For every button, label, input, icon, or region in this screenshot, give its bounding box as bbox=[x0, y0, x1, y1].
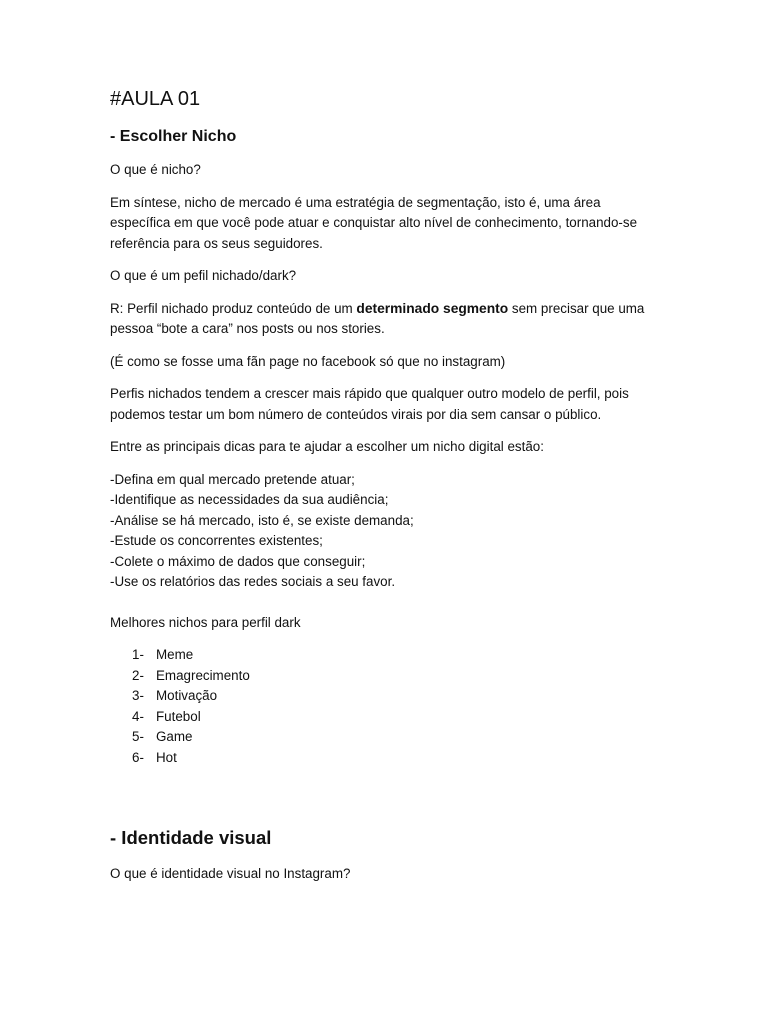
list-number: 4- bbox=[132, 708, 144, 724]
list-item bbox=[110, 748, 660, 769]
list-label: Motivação bbox=[156, 688, 218, 703]
answer-dark-profile bbox=[110, 299, 660, 340]
list-label: Hot bbox=[156, 749, 177, 765]
answer-suffix: sem precisar que uma pessoa “bote a cara” nos posts ou nos stories. bbox=[110, 300, 645, 336]
list-item bbox=[110, 727, 660, 748]
list-label: Emagrecimento bbox=[156, 667, 250, 683]
answer-bold: determinado segmento bbox=[356, 300, 509, 316]
paragraph-tips-intro: Entre as principais dicas para te ajudar a escolher um nicho digital estão: bbox=[110, 439, 544, 454]
section-heading-identidade-visual: - Identidade visual bbox=[110, 827, 272, 848]
paragraph-niche-definition: Em síntese, nicho de mercado é uma estratégia de segmentação, isto é, uma área específica em que você pode atuar e conquistar alto nível de conhecimento, tornando-se referência para os seus seguidores. bbox=[110, 194, 638, 251]
tip-item: -Use os relatórios das redes sociais a seu favor. bbox=[110, 574, 396, 589]
list-label: Futebol bbox=[156, 708, 201, 724]
tip-item: -Defina em qual mercado pretende atuar; bbox=[110, 471, 355, 487]
document-page bbox=[110, 86, 660, 897]
tip-item: -Identifique as necessidades da sua audiência; bbox=[110, 492, 389, 507]
tip-item: -Análise se há mercado, isto é, se existe demanda; bbox=[110, 512, 414, 528]
list-item bbox=[110, 666, 660, 687]
list-number: 2- bbox=[132, 667, 144, 683]
paragraph-growth: Perfis nichados tendem a crescer mais rápido que qualquer outro modelo de perfil, pois podemos testar um bom número de conteúdos virais por dia sem cansar o público. bbox=[110, 386, 629, 422]
best-niches-list bbox=[110, 645, 660, 768]
answer-prefix: R: Perfil nichado produz conteúdo de um bbox=[110, 300, 357, 316]
paragraph-fanpage: (É como se fosse uma fãn page no facebook só que no instagram) bbox=[110, 353, 506, 369]
tip-item: -Colete o máximo de dados que conseguir; bbox=[110, 553, 366, 569]
best-niches-heading: Melhores nichos para perfil dark bbox=[110, 614, 301, 630]
list-item bbox=[110, 645, 660, 666]
list-label: Game bbox=[156, 729, 193, 744]
tips-list bbox=[110, 470, 660, 593]
question-what-is-niche: O que é nicho? bbox=[110, 162, 201, 177]
list-number: 6- bbox=[132, 749, 144, 765]
question-dark-profile: O que é um pefil nichado/dark? bbox=[110, 268, 297, 283]
tip-item: -Estude os concorrentes existentes; bbox=[110, 533, 323, 548]
list-number: 5- bbox=[132, 729, 144, 744]
list-number: 1- bbox=[132, 647, 144, 662]
list-number: 3- bbox=[132, 688, 144, 703]
list-item bbox=[110, 686, 660, 707]
list-label: Meme bbox=[156, 647, 194, 662]
list-item bbox=[110, 707, 660, 728]
section-heading-escolher-nicho: - Escolher Nicho bbox=[110, 128, 237, 145]
doc-title: #AULA 01 bbox=[110, 88, 201, 110]
question-visual-identity: O que é identidade visual no Instagram? bbox=[110, 866, 351, 881]
